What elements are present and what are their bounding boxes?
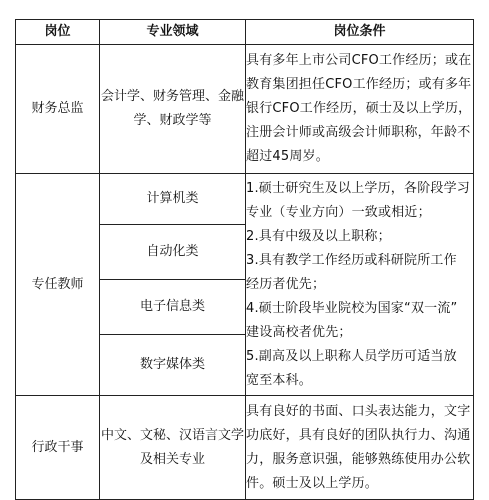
header-conditions: 岗位条件	[246, 20, 474, 45]
condition-line: 具有良好的书面、口头表达能力，文字	[246, 403, 471, 419]
condition-line: 教育集团担任CFO工作经历；或有多年	[246, 77, 472, 92]
field-cell: 自动化类	[100, 225, 246, 280]
position-cell: 行政干事	[16, 396, 100, 500]
position-cell: 专任教师	[16, 174, 100, 396]
condition-line: 宽至本科。	[246, 372, 313, 388]
conditions-cell	[246, 45, 474, 174]
condition-line: 经历者优先；	[246, 276, 326, 292]
field-cell: 计算机类	[100, 174, 246, 225]
field-line: 及相关专业	[139, 451, 205, 467]
condition-line: 超过45周岁。	[246, 149, 329, 164]
position-cell: 财务总监	[16, 45, 100, 174]
condition-line: 建设高校者优先；	[246, 324, 352, 340]
conditions-cell	[246, 396, 474, 500]
condition-line: 力，服务意识强，能够熟练使用办公软	[246, 451, 471, 467]
condition-line: 5.副高及以上职称人员学历可适当放	[246, 348, 457, 364]
condition-line: 4.硕士阶段毕业院校为国家“双一流”	[246, 300, 458, 316]
conditions-cell	[246, 174, 474, 396]
condition-line: 银行CFO工作经历，硕士及以上学历，	[246, 101, 472, 116]
field-cell	[100, 45, 246, 174]
condition-line: 3.具有教学工作经历或科研院所工作	[246, 252, 457, 268]
header-position: 岗位	[16, 20, 100, 45]
condition-line: 2.具有中级及以上职称；	[246, 228, 391, 244]
table-row-finance-director	[16, 45, 474, 174]
job-requirements-table	[15, 19, 474, 500]
field-line: 中文、文秘、汉语言文学	[100, 427, 244, 443]
condition-line: 件。硕士及以上学历。	[246, 475, 379, 491]
condition-line: 专业（专业方向）一致或相近；	[246, 204, 431, 220]
header-row	[16, 20, 474, 45]
field-line: 学、财政学等	[133, 113, 212, 128]
field-cell	[100, 396, 246, 500]
header-field: 专业领域	[100, 20, 246, 45]
condition-line: 1.硕士研究生及以上学历，各阶段学习	[246, 180, 471, 196]
field-line: 会计学、财务管理、金融	[100, 89, 244, 104]
condition-line: 具有多年上市公司CFO工作经历；或在	[246, 53, 472, 68]
table-row-teacher	[16, 174, 474, 225]
field-cell: 电子信息类	[100, 280, 246, 335]
condition-line: 功底好，具有良好的团队执行力、沟通	[246, 427, 471, 443]
table-row-admin-officer	[16, 396, 474, 500]
condition-line: 注册会计师或高级会计师职称，年龄不	[246, 125, 471, 140]
field-cell: 数字媒体类	[100, 335, 246, 396]
